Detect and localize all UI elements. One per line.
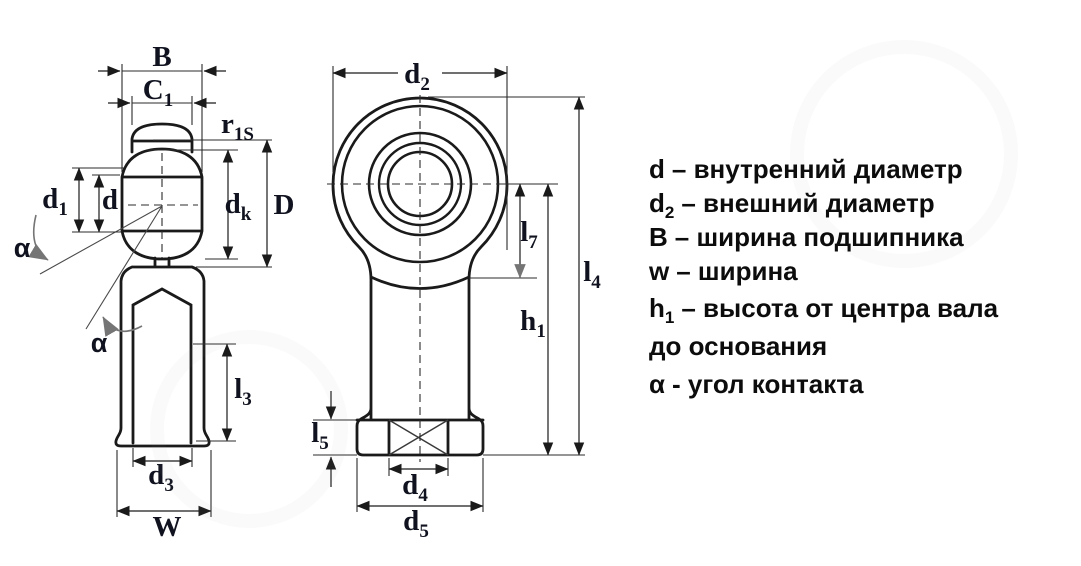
dim-label-alpha-lower: α <box>90 328 108 358</box>
dim-label-D: D <box>273 189 295 221</box>
dim-label-l3: $l_3$ <box>234 373 252 410</box>
thread-cross-marks <box>389 420 448 455</box>
legend-item-continuation: до основания <box>649 331 828 361</box>
legend-item-alpha: α - угол контакта <box>649 369 864 399</box>
dim-label-h1: $h_1$ <box>520 305 546 342</box>
left-view <box>14 41 295 543</box>
legend-item-h1: $h_1$ – высота от центра вала <box>649 293 999 328</box>
dim-label-d1: $d_1$ <box>42 183 68 220</box>
dim-label-l4: $l_4$ <box>583 256 601 293</box>
dim-label-alpha-upper: α <box>13 233 31 263</box>
left-centerlines <box>128 153 198 258</box>
legend-item-d: d – внутренний диаметр <box>649 154 963 184</box>
legend <box>649 153 998 403</box>
legend-item-w: w – ширина <box>649 256 798 286</box>
contact-angle-arc-upper <box>34 215 48 260</box>
dim-label-C1: $C_1$ <box>142 74 174 111</box>
dim-label-l7: $l_7$ <box>520 216 538 253</box>
dim-label-B: B <box>152 41 172 73</box>
right-view <box>311 58 601 542</box>
dim-label-l5: $l_5$ <box>311 417 329 454</box>
legend-item-d2: $d_2$ – внешний диаметр <box>649 188 935 223</box>
dim-label-r1S: $r_{1S}$ <box>221 108 254 145</box>
dim-label-d5: $d_5$ <box>403 505 429 542</box>
dim-label-d2: $d_2$ <box>404 58 430 95</box>
contact-angle-arc-lower <box>103 317 142 331</box>
dim-label-d3: $d_3$ <box>148 459 174 496</box>
dim-label-dk: $d_k$ <box>224 188 252 225</box>
dim-label-d: d <box>101 184 119 216</box>
legend-item-B: B – ширина подшипника <box>649 222 964 252</box>
dim-label-d4: $d_4$ <box>402 469 428 506</box>
dim-label-W: W <box>152 511 182 543</box>
